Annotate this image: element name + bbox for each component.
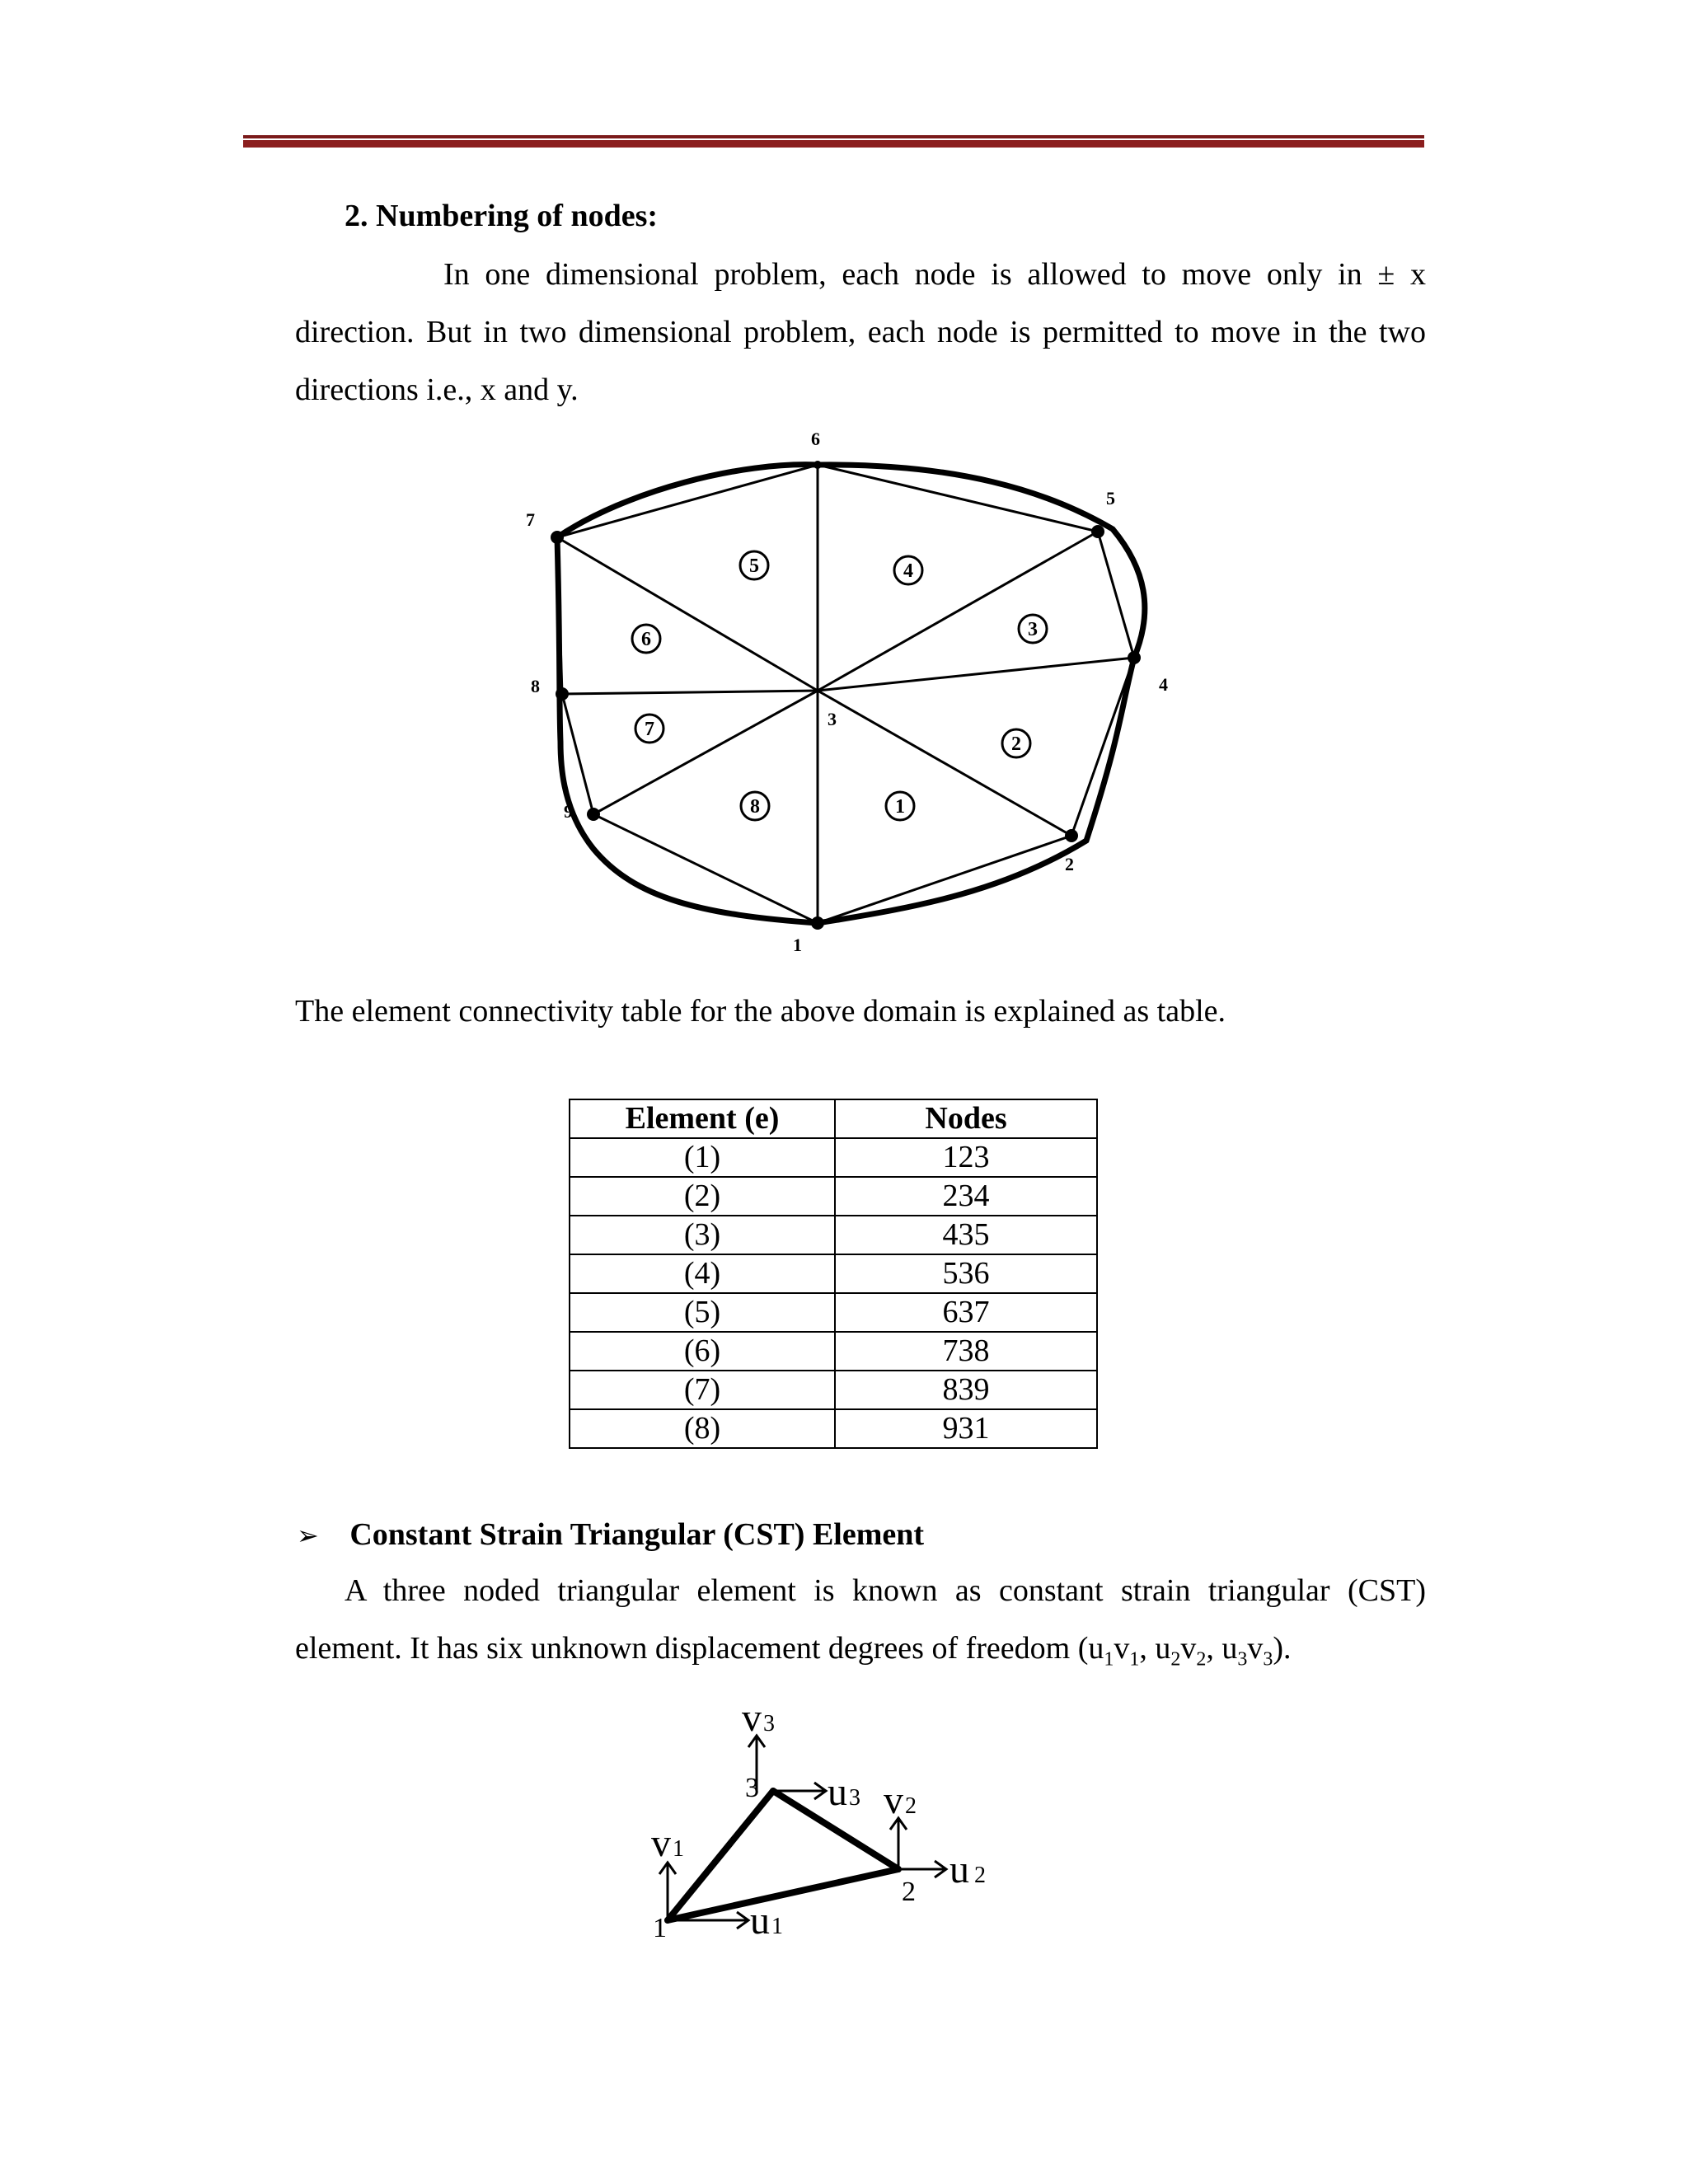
cst-line-2-text: v xyxy=(1180,1631,1197,1666)
header-rule-thick xyxy=(243,140,1424,148)
bullet-arrow-icon: ➢ xyxy=(297,1520,319,1551)
table-row xyxy=(570,1138,1097,1177)
node-label-3: 3 xyxy=(828,709,837,729)
mesh-spokes xyxy=(557,465,1134,923)
cst-heading-row xyxy=(297,1516,924,1553)
node-label-5: 5 xyxy=(1106,488,1115,509)
dof-u2: u 2 xyxy=(950,1848,986,1891)
element-label-4: 4 xyxy=(903,560,913,582)
intro-line-1: In one dimensional problem, each node is allowed to move only in ± x xyxy=(443,257,1426,292)
element-label-1: 1 xyxy=(895,796,905,818)
cst-heading: Constant Strain Triangular (CST) Element xyxy=(349,1517,925,1552)
cst-line-2-text: , u xyxy=(1139,1631,1171,1666)
element-cell: (1) xyxy=(570,1138,835,1177)
sub: 1 xyxy=(1129,1648,1140,1671)
node-label-7: 7 xyxy=(526,509,535,530)
dof-v3: v3 xyxy=(742,1696,775,1740)
nodes-cell: 931 xyxy=(835,1409,1097,1448)
table-row xyxy=(570,1371,1097,1409)
dof-u3: u3 xyxy=(828,1770,860,1814)
cst-node-label-3: 3 xyxy=(745,1773,759,1803)
header-nodes: Nodes xyxy=(835,1099,1097,1138)
connectivity-table xyxy=(569,1099,1098,1449)
cst-line-1: A three noded triangular element is known as constant strain triangular (CST) xyxy=(345,1573,1426,1608)
nodes-cell: 536 xyxy=(835,1254,1097,1293)
cst-paragraph xyxy=(295,1562,1426,1689)
element-cell: (2) xyxy=(570,1177,835,1216)
element-cell: (7) xyxy=(570,1371,835,1409)
cst-line-2-text: v xyxy=(1247,1631,1264,1666)
table-row xyxy=(570,1254,1097,1293)
element-cell: (6) xyxy=(570,1332,835,1371)
cst-line-2-text: ). xyxy=(1273,1631,1292,1666)
nodes-cell: 123 xyxy=(835,1138,1097,1177)
table-row xyxy=(570,1216,1097,1254)
sub: 1 xyxy=(1104,1648,1114,1671)
node-label-9: 9 xyxy=(564,801,573,822)
element-cell: (3) xyxy=(570,1216,835,1254)
table-row xyxy=(570,1409,1097,1448)
nodes-cell: 637 xyxy=(835,1293,1097,1332)
section-heading: 2. Numbering of nodes: xyxy=(345,199,659,233)
element-label-7: 7 xyxy=(645,719,654,740)
element-label-5: 5 xyxy=(749,555,759,577)
intro-paragraph xyxy=(295,246,1426,419)
element-cell: (8) xyxy=(570,1409,835,1448)
dof-v1: v1 xyxy=(651,1821,684,1865)
table-row xyxy=(570,1293,1097,1332)
intro-line-3: directions i.e., x and y. xyxy=(295,373,579,407)
node-label-1: 1 xyxy=(793,935,802,955)
cst-line-2-text: v xyxy=(1114,1631,1130,1666)
table-header-row xyxy=(570,1099,1097,1138)
intro-line-2: direction. But in two dimensional problem, each node is permitted to move in the two xyxy=(295,315,1426,349)
cst-triangle-figure xyxy=(643,1673,1055,1953)
table-row xyxy=(570,1177,1097,1216)
cst-line-2-text: , u xyxy=(1206,1631,1238,1666)
cst-node-label-1: 1 xyxy=(653,1913,667,1943)
sub: 3 xyxy=(1237,1648,1248,1671)
nodes-cell: 839 xyxy=(835,1371,1097,1409)
dof-u1: u1 xyxy=(750,1899,783,1943)
table-intro: The element connectivity table for the above domain is explained as table. xyxy=(295,994,1226,1029)
element-label-6: 6 xyxy=(641,629,651,650)
cst-node-label-2: 2 xyxy=(902,1877,916,1907)
element-label-2: 2 xyxy=(1011,733,1021,755)
element-label-8: 8 xyxy=(750,796,760,818)
nodes-cell: 435 xyxy=(835,1216,1097,1254)
nodes-cell: 738 xyxy=(835,1332,1097,1371)
node-label-2: 2 xyxy=(1065,854,1074,874)
sub: 2 xyxy=(1170,1648,1181,1671)
nodes-cell: 234 xyxy=(835,1177,1097,1216)
header-rule-thin xyxy=(243,135,1424,138)
sub: 2 xyxy=(1196,1648,1207,1671)
node-label-8: 8 xyxy=(531,676,540,696)
table-row xyxy=(570,1332,1097,1371)
node-label-4: 4 xyxy=(1159,674,1168,695)
dof-v2: v2 xyxy=(884,1779,917,1822)
element-label-3: 3 xyxy=(1028,619,1038,640)
cst-line-2-text: element. It has six unknown displacement degrees of freedom (u xyxy=(295,1631,1104,1666)
element-cell: (5) xyxy=(570,1293,835,1332)
header-element: Element (e) xyxy=(570,1099,835,1138)
domain-mesh-figure xyxy=(495,412,1220,956)
node-label-6: 6 xyxy=(811,429,820,449)
element-cell: (4) xyxy=(570,1254,835,1293)
sub: 3 xyxy=(1263,1648,1273,1671)
